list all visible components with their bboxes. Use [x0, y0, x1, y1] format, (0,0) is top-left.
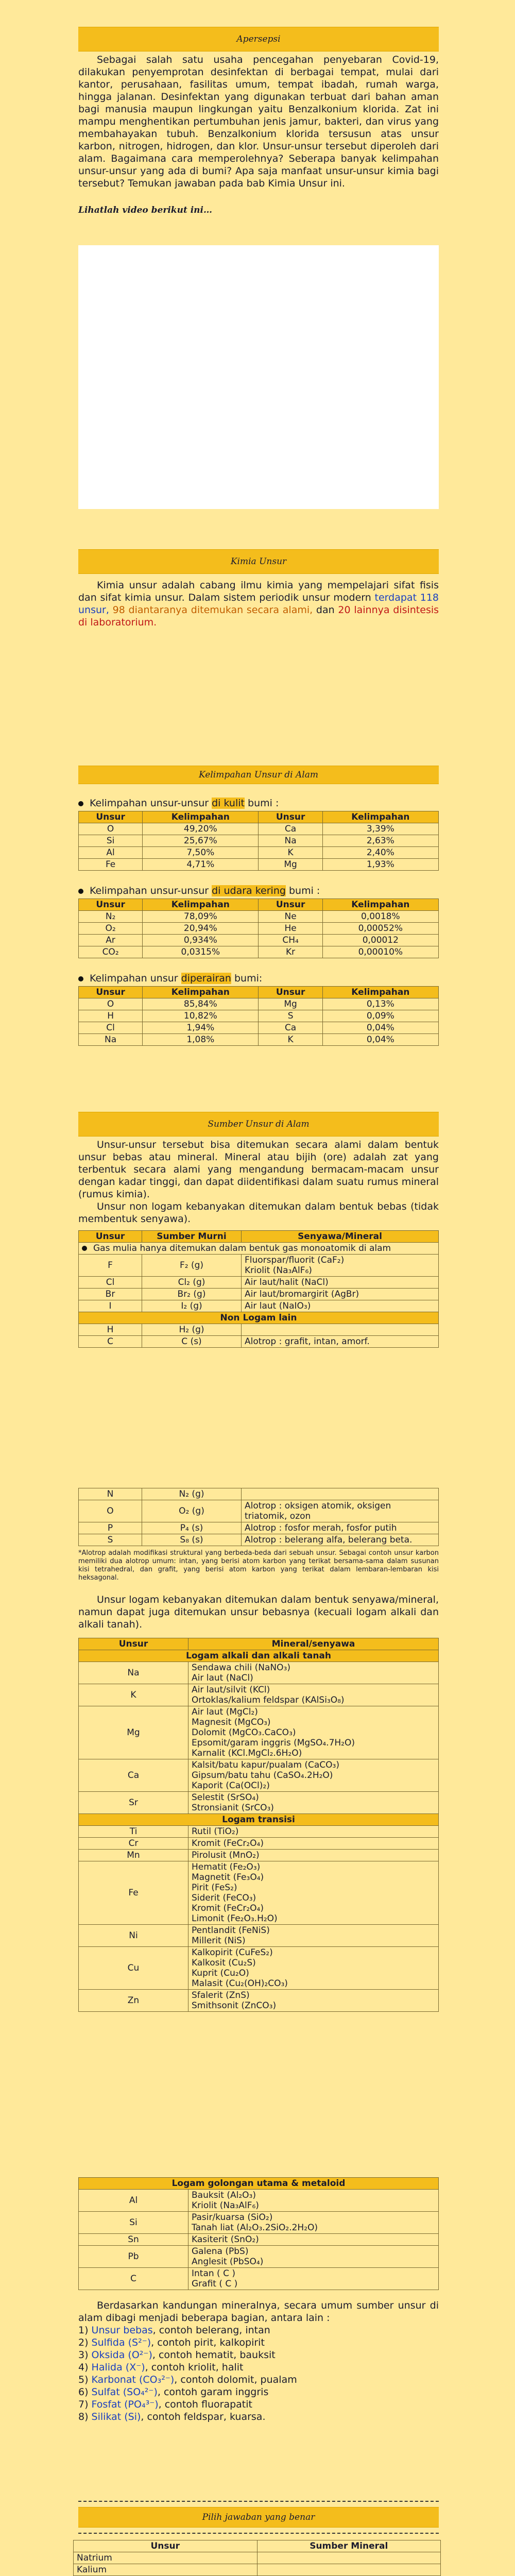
crust-label: Kelimpahan unsur-unsur di kulit bumi :: [78, 798, 439, 809]
dashed-divider: [78, 2533, 439, 2534]
section-title: Kimia Unsur: [78, 549, 439, 574]
quiz-table: Unsur Sumber Mineral Natrium Kalium: [73, 2540, 441, 2576]
list-item: 7) Fosfat (PO₄³⁻), contoh fluorapatit: [78, 2399, 252, 2410]
group-row: Logam alkali dan alkali tanah: [79, 1650, 439, 1662]
list-item: 4) Halida (X⁻), contoh kriolit, halit: [78, 2362, 244, 2373]
section-title: Kelimpahan Unsur di Alam: [78, 766, 439, 784]
section-kelimpahan: [78, 766, 439, 1046]
table-row: Na Sendawa chili (NaNO₃) Air laut (NaCl): [79, 1662, 439, 1684]
table-row: O 85,84% Mg 0,13%: [79, 998, 439, 1010]
table-row: Mg Air laut (MgCl₂) Magnesit (MgCO₃) Dolomit (MgCO₃.CaCO₃) Epsomit/garam inggris (MgSO₄.7H₂O) Karnalit (KCl.MgCl₂.6H₂O): [79, 1706, 439, 1759]
table-row: O O₂ (g) Alotrop : oksigen atomik, oksigen triatomik, ozon: [79, 1500, 439, 1522]
list-item: 2) Sulfida (S²⁻), contoh pirit, kalkopirit: [78, 2337, 265, 2348]
nonmetal-table-cont: [78, 1488, 439, 2012]
source-list: [78, 2324, 439, 2423]
bullet-icon: [78, 801, 83, 806]
table-row: Na 1,08% K 0,04%: [79, 1034, 439, 1046]
table-row: Ti Rutil (TiO₂): [79, 1826, 439, 1838]
sumber-paragraph-3: Unsur logam kebanyakan ditemukan dalam bentuk senyawa/mineral, namun dapat juga ditemukan unsur bebasnya (kecuali logam alkali dan alkali tanah).: [78, 1594, 439, 1630]
section-apersepsi: [78, 27, 439, 215]
table-row: Ni Pentlandit (FeNiS) Millerit (NiS): [79, 1925, 439, 1947]
section-title: Pilih jawaban yang benar: [78, 2507, 439, 2528]
list-item: 3) Oksida (O²⁻), contoh hematit, bauksit: [78, 2349, 276, 2361]
table-row: Cr Kromit (FeCr₂O₄): [79, 1838, 439, 1850]
list-item: 1) Unsur bebas, contoh belerang, intan: [78, 2325, 270, 2336]
table-row: C Intan ( C ) Grafit ( C ): [79, 2268, 439, 2290]
list-item: 5) Karbonat (CO₃²⁻), contoh dolomit, pualam: [78, 2374, 297, 2385]
table-row: Si Pasir/kuarsa (SiO₂) Tanah liat (Al₂O₃.2SiO₂.2H₂O): [79, 2212, 439, 2234]
list-item: 8) Silikat (Si), contoh feldspar, kuarsa.: [78, 2411, 266, 2422]
table-row: Cu Kalkopirit (CuFeS₂) Kalkosit (Cu₂S) Kuprit (Cu₂O) Malasit (Cu₂(OH)₂CO₃): [79, 1947, 439, 1990]
answer-field[interactable]: [257, 2564, 441, 2576]
table-row: Al 7,50% K 2,40%: [79, 847, 439, 859]
table-row: Cl Cl₂ (g) Air laut/halit (NaCl): [79, 1277, 439, 1289]
table-row: Sn Kasiterit (SnO₂): [79, 2234, 439, 2246]
intro-paragraph: Sebagai salah satu usaha pencegahan penyebaran Covid-19, dilakukan penyemprotan desinfektan di berbagai tempat, mulai dari kantor, perusahaan, fasilitas umum, tempat ibadah, rumah warga, hingga jalanan. Desinfektan yang digunakan terbuat dari bahan aman bagi manusia maupun lingkungan yaitu Benzalkonium klorida. Zat ini mampu menghentikan pertumbuhan jenis jamur, bakteri, dan virus yang membahayakan tubuh. Benzalkonium klorida tersusun atas unsur karbon, nitrogen, hidrogen, dan klor. Unsur-unsur tersebut diperoleh dari alam. Bagaimana cara memperolehnya? Seberapa banyak kelimpahan unsur-unsur yang ada di bumi? Apa saja manfaat unsur-unsur kimia bagi tersebut? Temukan jawaban pada bab Kimia Unsur ini.: [78, 54, 439, 189]
list-item: 6) Sulfat (SO₄²⁻), contoh garam inggris: [78, 2386, 269, 2398]
table-row: P P₄ (s) Alotrop : fosfor merah, fosfor putih: [79, 1522, 439, 1534]
group-row: Logam transisi: [79, 1814, 439, 1826]
nonmetal-table: Unsur Sumber Murni Senyawa/Mineral Gas mulia hanya ditemukan dalam bentuk gas monoatomik di alam F F₂ (g) Fluorspar/fluorit (CaF₂) Kriolit (Na₃AlF₆) Cl Cl₂ (g) Air laut/halit (NaCl) Br Br₂ (g) Air laut/bromargirit (AgBr) I I₂ (g) Air laut (NaIO₃) Non Logam lain H H₂ (g) C C (s) Alotrop : grafit, intan, amorf.: [78, 1230, 439, 1348]
table-row: K Air laut/silvit (KCl) Ortoklas/kalium feldspar (KAlSi₃O₈): [79, 1684, 439, 1706]
table-row: Fe 4,71% Mg 1,93%: [79, 859, 439, 871]
table-row: Br Br₂ (g) Air laut/bromargirit (AgBr): [79, 1289, 439, 1300]
section-title: Sumber Unsur di Alam: [78, 1112, 439, 1137]
air-label: Kelimpahan unsur-unsur di udara kering bumi :: [78, 885, 439, 896]
table-row: Ca Kalsit/batu kapur/pualam (CaCO₃) Gipsum/batu tahu (CaSO₄.2H₂O) Kaporit (Ca(OCl)₂): [79, 1759, 439, 1792]
utama-table-wrap: [78, 2177, 439, 2423]
table-row: Pb Galena (PbS) Anglesit (PbSO₄): [79, 2246, 439, 2268]
dashed-divider: [78, 2501, 439, 2502]
utama-table: [78, 2177, 439, 2290]
bullet-icon: [78, 889, 83, 894]
table-row: N₂ 78,09% Ne 0,0018%: [79, 911, 439, 923]
answer-field[interactable]: [257, 2552, 441, 2564]
group-row: Non Logam lain: [79, 1312, 439, 1324]
sumber-paragraph-1: Unsur-unsur tersebut bisa ditemukan secara alami dalam bentuk unsur bebas atau mineral. Mineral atau bijih (ore) adalah zat yang terbentuk secara alami yang mengandung bermacam-macam unsur dengan kadar tinggi, dan dapat diidentifikasi dalam suatu rumus mineral (rumus kimia).: [78, 1139, 439, 1200]
table-row: N N₂ (g): [79, 1488, 439, 1500]
table-row: O₂ 20,94% He 0,00052%: [79, 923, 439, 935]
table-row: I I₂ (g) Air laut (NaIO₃): [79, 1300, 439, 1312]
bullet-icon: [78, 976, 83, 981]
sumber-paragraph-2: Unsur non logam kebanyakan ditemukan dalam bentuk bebas (tidak membentuk senyawa).: [78, 1201, 439, 1225]
table-row: F F₂ (g) Fluorspar/fluorit (CaF₂) Kriolit (Na₃AlF₆): [79, 1255, 439, 1277]
section-kimia-unsur: [78, 549, 439, 629]
quiz-table-wrap: [73, 2540, 441, 2576]
table-row: Si 25,67% Na 2,63%: [79, 835, 439, 847]
crust-table: Unsur Kelimpahan Unsur Kelimpahan O 49,20% Ca 3,39% Si 25,67% Na 2,63% Al 7,50% K 2,40% Fe 4,71% Mg 1,93%: [78, 811, 439, 871]
group-row: Logam golongan utama & metaloid: [79, 2178, 439, 2190]
section-title: Apersepsi: [78, 27, 439, 52]
video-player[interactable]: [78, 245, 439, 509]
bullet-icon: [82, 1246, 87, 1251]
metal-table: Unsur Mineral/senyawa Logam alkali dan alkali tanah Na Sendawa chili (NaNO₃) Air laut (NaCl) K Air laut/silvit (KCl) Ortoklas/kalium feldspar (KAlSi₃O₈) Mg Air laut (MgCl₂) Magnesit (MgCO₃) Dolomit (MgCO₃.CaCO₃) Epsomit/garam inggris (MgSO₄.7H₂O) Karnalit (KCl.MgCl₂.6H₂O) Ca Kalsit/batu kapur/pualam (CaCO₃) Gipsum/batu tahu (CaSO₄.2H₂O) Kaporit (Ca(OCl)₂) Sr Selestit (SrSO₄) Stronsianit (SrCO₃) Logam transisi Ti Rutil (TiO₂) Cr Kromit (FeCr₂O₄) Mn Pirolusit (MnO₂) Fe Hematit (Fe₂O₃) Magnetit (Fe₃O₄) Pirit (FeS₂) Siderit (FeCO₃) Kromit (FeCr₂O₄) Limonit (Fe₂O₃.H₂O) Ni Pentlandit (FeNiS) Millerit (NiS) Cu Kalkopirit (CuFeS₂) Kalkosit (Cu₂S) Kuprit (Cu₂O) Malasit (Cu₂(OH)₂CO₃) Zn Sfalerit (ZnS) Smithsonit (ZnCO₃): [78, 1638, 439, 2012]
table-row: O 49,20% Ca 3,39%: [79, 823, 439, 835]
table-row: Al Bauksit (Al₂O₃) Kriolit (Na₃AlF₆): [79, 2190, 439, 2212]
section-sumber-unsur: [78, 1112, 439, 1348]
table-row: S S₈ (s) Alotrop : belerang alfa, belerang beta.: [79, 1534, 439, 1546]
table-row: H 10,82% S 0,09%: [79, 1010, 439, 1022]
table-row: H H₂ (g): [79, 1324, 439, 1336]
table-row: Mn Pirolusit (MnO₂): [79, 1850, 439, 1861]
table-row: Zn Sfalerit (ZnS) Smithsonit (ZnCO₃): [79, 1990, 439, 2012]
quiz-row: Kalium: [74, 2564, 441, 2576]
table-row: C C (s) Alotrop : grafit, intan, amorf.: [79, 1336, 439, 1348]
table-row: Sr Selestit (SrSO₄) Stronsianit (SrCO₃): [79, 1792, 439, 1814]
sumber-paragraph-4: Berdasarkan kandungan mineralnya, secara umum sumber unsur di alam dibagi menjadi beberapa bagian, antara lain :: [78, 2300, 439, 2324]
alotrop-note: *Alotrop adalah modifikasi struktural yang berbeda-beda dari sebuah unsur. Sebagai contoh unsur karbon memiliki dua alotrop umum: intan, yang berisi atom karbon yang terikat bersama-sama dalam susunan kisi tetrahedral, dan grafit, yang berisi atom karbon yang terikat dalam lembaran-lembaran kisi heksagonal.: [78, 1549, 439, 1582]
quiz-row: Natrium: [74, 2552, 441, 2564]
table-row: Cl 1,94% Ca 0,04%: [79, 1022, 439, 1034]
air-table: Unsur Kelimpahan Unsur Kelimpahan N₂ 78,09% Ne 0,0018% O₂ 20,94% He 0,00052% Ar 0,934% CH₄ 0,00012 CO₂ 0,0315% Kr 0,00010%: [78, 899, 439, 958]
table-row: CO₂ 0,0315% Kr 0,00010%: [79, 946, 439, 958]
water-table: Unsur Kelimpahan Unsur Kelimpahan O 85,84% Mg 0,13% H 10,82% S 0,09% Cl 1,94% Ca 0,04% Na 1,08% K 0,04%: [78, 986, 439, 1046]
nonmetal-table-2: [78, 1488, 439, 1546]
table-row: Fe Hematit (Fe₂O₃) Magnetit (Fe₃O₄) Pirit (FeS₂) Siderit (FeCO₃) Kromit (FeCr₂O₄) Limonit (Fe₂O₃.H₂O): [79, 1861, 439, 1925]
table-row: Ar 0,934% CH₄ 0,00012: [79, 935, 439, 946]
kimia-unsur-paragraph: Kimia unsur adalah cabang ilmu kimia yang mempelajari sifat fisis dan sifat kimia unsur. Dalam sistem periodik unsur modern terdapat 118 unsur, 98 diantaranya ditemukan secara alami, dan 20 lainnya disintesis di laboratorium.: [78, 580, 439, 628]
water-label: Kelimpahan unsur diperairan bumi:: [78, 973, 439, 984]
section-quiz: [78, 2507, 439, 2528]
video-label: Lihatlah video berikut ini…: [78, 205, 212, 215]
